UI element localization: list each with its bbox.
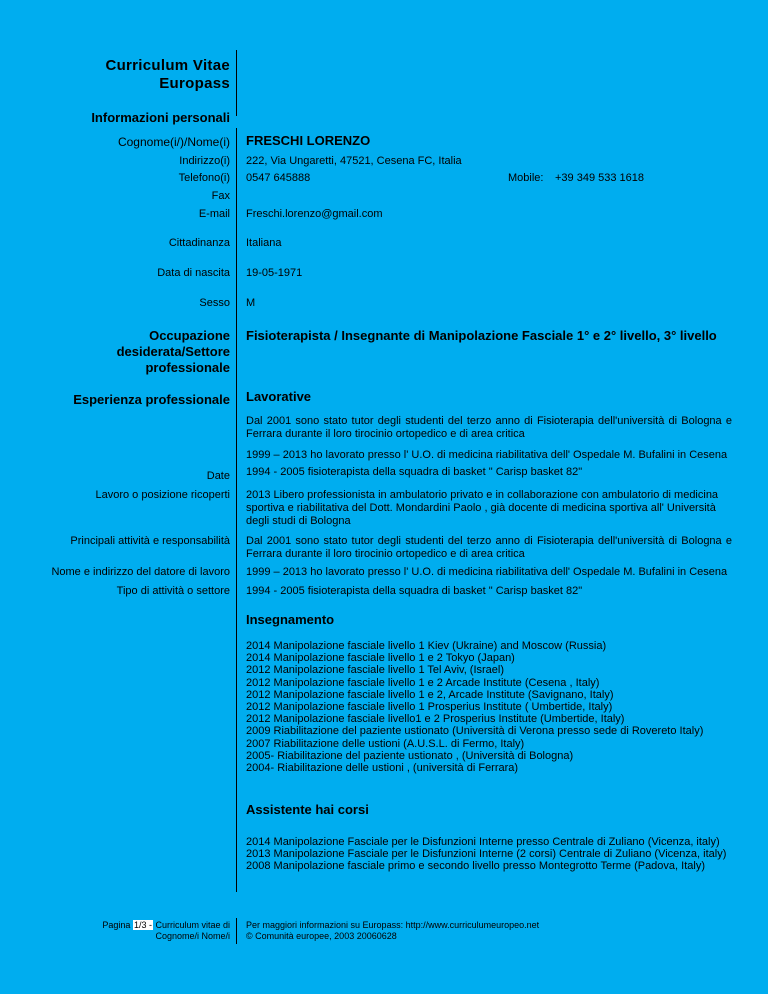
assistant-heading: Assistente hai corsi — [246, 802, 369, 817]
occupation-label — [117, 328, 230, 376]
name-value: FRESCHI LORENZO — [246, 133, 371, 148]
sector-value: 1994 - 2005 fisioterapista della squadra di basket " Carisp basket 82" — [246, 585, 583, 597]
mobile-value: +39 349 533 1618 — [555, 172, 645, 184]
sex-label: Sesso — [199, 297, 230, 309]
content-divider — [236, 128, 237, 892]
date-label: Date — [206, 470, 230, 482]
activities-label: Principali attività e responsabilità — [70, 535, 230, 547]
date-value: 1994 - 2005 fisioterapista della squadra di basket " Carisp basket 82" — [246, 466, 583, 478]
list-item: 2012 Manipolazione fasciale livello 1 e 2, Arcade Institute (Savignano, Italy) — [246, 688, 614, 701]
citizenship-label: Cittadinanza — [168, 237, 230, 249]
list-item: 2014 Manipolazione fasciale livello 1 e 2 Tokyo (Japan) — [246, 652, 515, 665]
email-label: E-mail — [198, 208, 230, 220]
footer-page-info — [102, 920, 230, 931]
footer-copyright: © Comunità europee, 2003 20060628 — [246, 931, 397, 941]
address-value: 222, Via Ungaretti, 47521, Cesena FC, Italia — [246, 155, 462, 167]
occupation-label-line3: professionale — [145, 360, 230, 375]
activities-value: Dal 2001 sono stato tutor degli studenti del terzo anno di Fisioterapia dell'università di Bologna e Ferrara durante il loro tirocinio ortopedico e di area critica — [246, 535, 732, 560]
sex-value: M — [246, 297, 256, 309]
occupation-label-line2: desiderata/Settore — [116, 344, 230, 359]
occupation-label-line1: Occupazione — [149, 328, 230, 343]
occupation-value: Fisioterapista / Insegnante di Manipolazione Fasciale 1° e 2° livello, 3° livello — [246, 328, 717, 343]
footer-divider — [236, 918, 237, 944]
employer-label: Nome e indirizzo del datore di lavoro — [51, 566, 230, 578]
list-item: 2012 Manipolazione fasciale livello1 e 2 Prosperius Institute (Umbertide, Italy) — [246, 713, 625, 726]
page-number: 1/3 - — [133, 920, 152, 930]
footer-page-prefix: Pagina — [102, 920, 131, 930]
email-value[interactable]: Freschi.lorenzo@gmail.com — [246, 208, 383, 220]
experience-intro-1: Dal 2001 sono stato tutor degli studenti del terzo anno di Fisioterapia dell'università di Bologna e Ferrara durante il loro tirocinio ortopedico e di area critica — [246, 415, 732, 440]
cv-title-line1: Curriculum Vitae — [105, 57, 230, 74]
teaching-heading: Insegnamento — [246, 612, 335, 627]
sector-label: Tipo di attività o settore — [116, 585, 230, 597]
list-item: 2007 Riabilitazione delle ustioni (A.U.S.L. di Fermo, Italy) — [246, 737, 525, 750]
footer-owner: Cognome/i Nome/i — [155, 931, 230, 941]
footer-page-suffix: Curriculum vitae di — [152, 920, 230, 930]
fax-label: Fax — [211, 190, 230, 202]
header-divider — [236, 50, 237, 116]
address-label: Indirizzo(i) — [179, 155, 230, 167]
list-item: 2012 Manipolazione fasciale livello 1 Tel Aviv, (Israel) — [246, 664, 505, 677]
birth-label: Data di nascita — [157, 267, 230, 279]
citizenship-value: Italiana — [246, 237, 282, 249]
list-item: 2014 Manipolazione Fasciale per le Disfunzioni Interne presso Centrale di Zuliano (Vicenza, italy) — [246, 836, 720, 848]
footer-info-line: Per maggiori informazioni su Europass: http://www.curriculumeuropeo.net — [246, 920, 540, 930]
phone-value: 0547 645888 — [246, 172, 311, 184]
assistant-list — [246, 836, 732, 873]
list-item: 2014 Manipolazione fasciale livello 1 Kiev (Ukraine) and Moscow (Russia) — [246, 640, 607, 652]
list-item: 2012 Manipolazione fasciale livello 1 e 2 Arcade Institute (Cesena , Italy) — [246, 676, 600, 689]
job-value: 2013 Libero professionista in ambulatorio privato e in collaborazione con ambulatorio di medicina sportiva e riabilitativa del Dott. Mondardini Paolo , già docente di medicina sportiva all' Università degli studi di Bologna — [246, 489, 719, 527]
job-label: Lavoro o posizione ricoperti — [95, 489, 230, 501]
list-item: 2008 Manipolazione fasciale primo e secondo livello presso Montegrotto Terme (Padova, Italy) — [246, 860, 705, 873]
cv-title — [105, 57, 230, 93]
birth-value: 19-05-1971 — [246, 267, 303, 279]
list-item: 2012 Manipolazione fasciale livello 1 Prosperius Institute ( Umbertide, Italy) — [246, 701, 613, 714]
mobile-label: Mobile: — [508, 172, 544, 184]
employer-value: 1999 – 2013 ho lavorato presso l' U.O. di medicina riabilitativa dell' Ospedale M. Bufalini in Cesena — [246, 566, 728, 578]
phone-label: Telefono(i) — [178, 172, 230, 184]
experience-section-label: Esperienza professionale — [73, 392, 230, 407]
name-label: Cognome(i/)/Nome(i) — [117, 135, 230, 149]
list-item: 2009 Riabilitazione del paziente ustionato (Università di Verona presso sede di Rovereto Italy) — [246, 725, 704, 738]
list-item: 2005- Riabilitazione del paziente ustionato , (Università di Bologna) — [246, 749, 574, 762]
cv-title-line2: Europass — [159, 75, 230, 92]
experience-heading: Lavorative — [246, 389, 312, 404]
experience-intro-2: 1999 – 2013 ho lavorato presso l' U.O. di medicina riabilitativa dell' Ospedale M. Bufalini in Cesena — [246, 449, 728, 461]
list-item: 2004- Riabilitazione delle ustioni , (università di Ferrara) — [246, 762, 519, 775]
teaching-list — [246, 640, 732, 774]
personal-section-label: Informazioni personali — [91, 110, 230, 125]
list-item: 2013 Manipolazione Fasciale per le Disfunzioni Interne (2 corsi) Centrale di Zuliano (Vicenza, italy) — [246, 848, 727, 861]
